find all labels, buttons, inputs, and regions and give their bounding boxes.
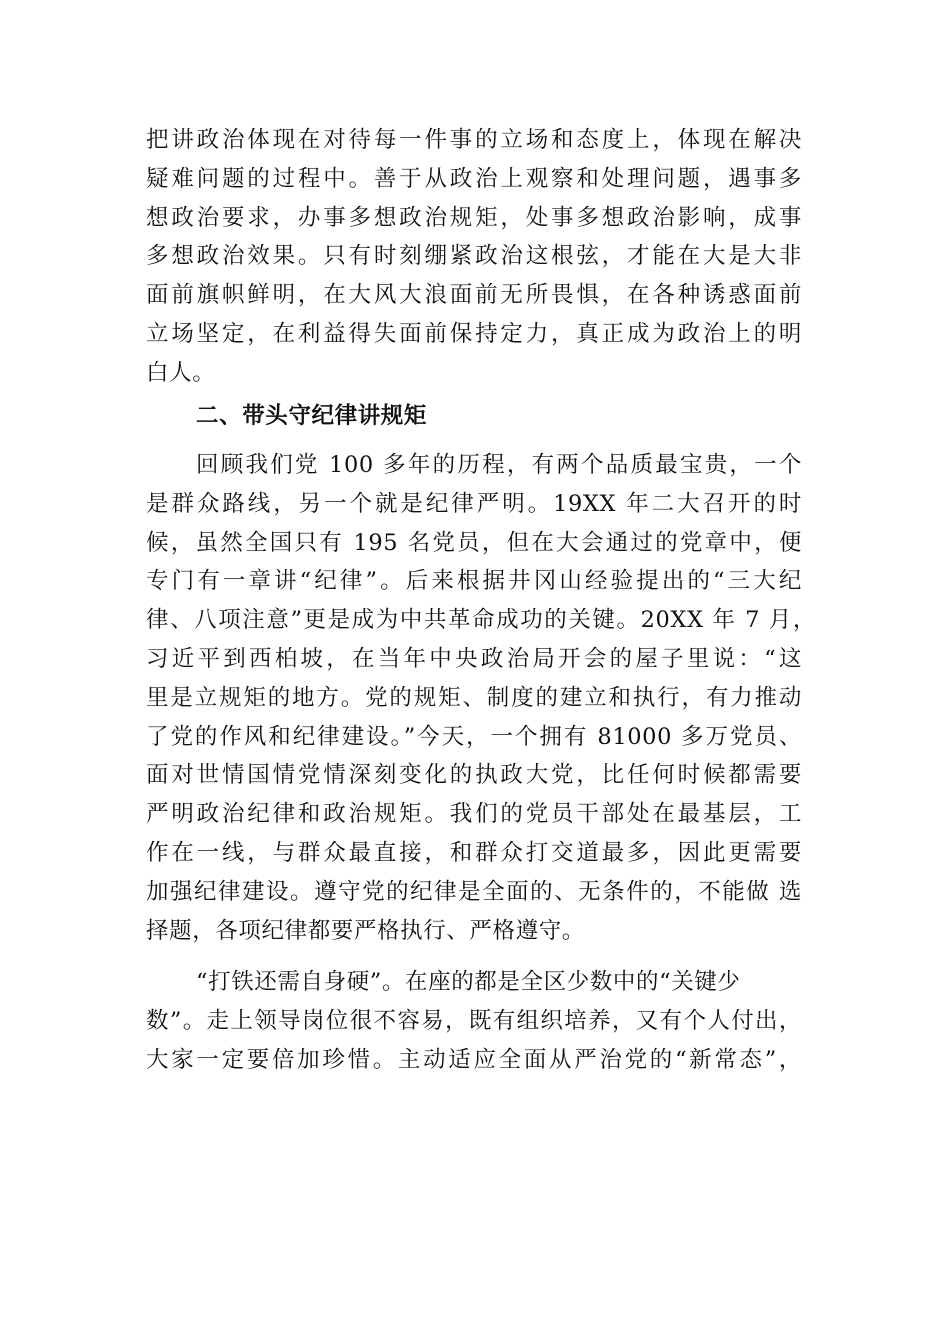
- paragraph-line: 了党的作风和纪律建设。”今天，一个拥有 81000 多万党员、: [146, 723, 802, 750]
- section-heading: [196, 397, 596, 436]
- paragraph-line: 多想政治效果。只有时刻绷紧政治这根弦，才能在大是大非: [146, 243, 802, 270]
- paragraph-line: 专门有一章讲“纪律”。后来根据井冈山经验提出的“三大纪: [146, 568, 802, 595]
- paragraph-2: [146, 446, 816, 950]
- paragraph-line: 律、八项注意”更是成为中共革命成功的关键。20XX 年 7 月，: [146, 607, 816, 634]
- paragraph-3: [146, 963, 808, 1079]
- paragraph-line: 里是立规矩的地方。党的规矩、制度的建立和执行，有力推动: [146, 684, 802, 711]
- paragraph-line: 疑难问题的过程中。善于从政治上观察和处理问题，遇事多: [146, 165, 802, 192]
- paragraph-line: 把讲政治体现在对待每一件事的立场和态度上，体现在解决: [146, 127, 802, 153]
- paragraph-line: 白人。: [146, 359, 216, 386]
- paragraph-line: 是群众路线，另一个就是纪律严明。19XX 年二大召开的时: [146, 490, 802, 517]
- section-heading-text: 二、带头守纪律讲规矩: [196, 403, 428, 429]
- paragraph-line: 作在一线，与群众最直接，和群众打交道最多，因此更需要: [146, 839, 802, 866]
- paragraph-line: 面前旗帜鲜明，在大风大浪面前无所畏惧，在各种诱惑面前: [146, 282, 802, 309]
- paragraph-line: 严明政治纪律和政治规矩。我们的党员干部处在最基层，工: [146, 801, 802, 828]
- paragraph-line: 习近平到西柏坡，在当年中央政治局开会的屋子里说：“这: [146, 645, 802, 672]
- paragraph-line: 立场坚定，在利益得失面前保持定力，真正成为政治上的明: [146, 320, 802, 347]
- paragraph-line: 面对世情国情党情深刻变化的执政大党，比任何时候都需要: [146, 762, 802, 789]
- paragraph-line: 数”。走上领导岗位很不容易，既有组织培养，又有个人付出，: [146, 1007, 802, 1034]
- paragraph-line: “打铁还需自身硬”。在座的都是全区少数中的“关键少: [196, 969, 741, 995]
- paragraph-line: 回顾我们党 100 多年的历程，有两个品质最宝贵，一个: [196, 452, 802, 478]
- paragraph-line: 大家一定要倍加珍惜。主动适应全面从严治党的“新常态”，: [146, 1046, 802, 1073]
- paragraph-line: 候，虽然全国只有 195 名党员，但在大会通过的党章中，便: [146, 529, 802, 556]
- paragraph-line: 加强纪律建设。遵守党的纪律是全面的、无条件的，不能做 选: [146, 878, 802, 905]
- paragraph-line: 想政治要求，办事多想政治规矩，处事多想政治影响，成事: [146, 204, 802, 231]
- paragraph-1: [146, 121, 808, 393]
- paragraph-line: 择题，各项纪律都要严格执行、严格遵守。: [146, 917, 585, 944]
